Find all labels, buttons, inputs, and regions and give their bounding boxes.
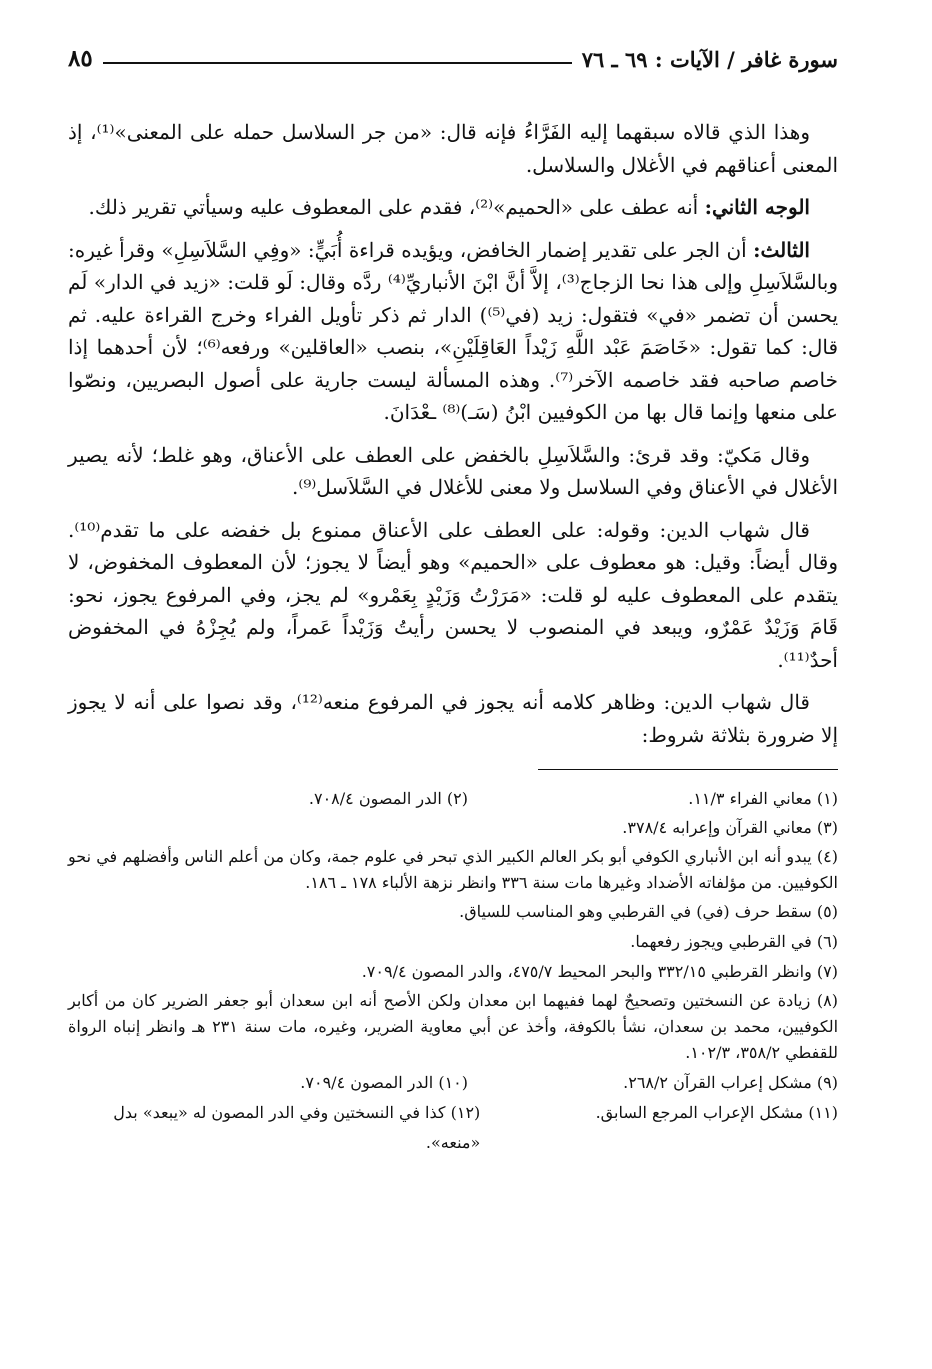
header-rule [103, 62, 572, 64]
footnote: (١) معاني الفراء ١١/٣. [688, 789, 838, 808]
page-number: ٨٥ [68, 45, 93, 72]
paragraph [68, 191, 838, 224]
footnote: (١١) مشكل الإعراب المرجع السابق. [595, 1103, 838, 1122]
paragraph-text: أنه عطف على «الحميم»⁽²⁾، فقدم على المعطوف عليه وسيأتي تقرير ذلك. [88, 195, 705, 219]
footnote: (٩) مشكل إعراب القرآن ٢٦٨/٢. [623, 1073, 838, 1092]
footnote-row [68, 1098, 838, 1158]
footnote: (٤) يبدو أنه ابن الأنباري الكوفي أبو بكر العالم الكبير الذي تبحر في علوم جمة، وكان من أعلم الناس وأفضلهم في نحو الكوفيين. من مؤلفاته الأضداد وغيرها مات سنة ٣٣٦ وانظر نزهة الألباء ١٧٨ ـ ١٨٦. [68, 847, 838, 892]
paragraph [68, 514, 838, 677]
main-text [68, 116, 838, 751]
footnote: (١٢) كذا في النسختين وفي الدر المصون له «يبعد» بدل «منعه». [113, 1103, 481, 1152]
footnote: (٧) وانظر القرطبي ٣٣٢/١٥ والبحر المحيط ٤٧٥/٧، والدر المصون ٧٠٩/٤. [361, 962, 838, 981]
footnote: (٨) زيادة عن النسختين وتصحيحٌ لهما ففيهما ابن معدان ولكن الأصح أنه ابن سعدان أبو جعفر الضرير كان من أكابر الكوفيين، محمد بن سعدان، نشأ بالكوفة، وأخذ عن أبي معاوية الضرير، وغيره، مات سنة ٢٣١ هـ وانظر إنباه الرواة للقفطي ٣٥٨/٢، ١٠٢/٣. [68, 991, 839, 1062]
footnote: (٦) في القرطبي ويجوز رفعهما. [630, 932, 838, 951]
footnote-row [68, 1068, 838, 1098]
footnote-row [68, 784, 838, 814]
running-title: سورة غافر / الآيات : ٦٩ ـ ٧٦ [581, 47, 838, 72]
footnote: (٣) معاني القرآن وإعرابه ٣٧٨/٤. [622, 818, 838, 837]
paragraph-text: وهذا الذي قالاه سبقهما إليه الفَرَّاءُ فإنه قال: «من جر السلاسل حمله على المعنى»⁽¹⁾، إذ المعنى أعناقهم في الأغلال والسلاسل. [68, 120, 838, 177]
paragraph-text: أن الجر على تقدير إضمار الخافض، ويؤيده قراءة أُبَيٍّ: «وفِي السَّلاَسِلِ» وقرأ غيره: وبالسَّلاَسِلِ وإلى هذا نحا الزجاج⁽³⁾، إلاَّ أنَّ ابْنَ الأنباريِّ⁽⁴⁾ ردَّه وقال: لَو قلت: «زيد في الدار» لَم يحسن أن تضمر «في» فتقول: زيد (في⁽⁵⁾) الدار ثم ذكر تأويل الفراء وخرج القراءة عليه. ثم قال: كما تقول: «خَاصَمَ عَبْد اللَّهِ زَيْداً العَاقِلَيْنِ»، بنصب «العاقلين» ورفعه⁽⁶⁾؛ لأن أحدهما إذا خاصم صاحبه فقد خاصمه الآخر⁽⁷⁾. وهذه المسألة ليست جارية على أصول البصريين، ونصّوا على منعها وإنما قال بها من الكوفيين ابْنُ (سَـ)⁽⁸⁾ ـعْدَانَ. [68, 237, 839, 424]
paragraph [68, 234, 838, 429]
footnote: (١٠) الدر المصون ٧٠٩/٤. [300, 1073, 468, 1092]
paragraph-text: قال شهاب الدين: وظاهر كلامه أنه يجوز في المرفوع منعه⁽¹²⁾، وقد نصوا على أنه لا يجوز إلا ضرورة بثلاثة شروط: [68, 690, 838, 747]
footnote: (٥) سقط حرف (في) في القرطبي وهو المناسب للسياق. [459, 902, 838, 921]
paragraph-text: قال شهاب الدين: وقوله: على العطف على الأعناق ممنوع بل خفضه على ما تقدم⁽¹⁰⁾. وقال أيضاً: وقيل: هو معطوف على «الحميم» وهو أيضاً لا يجوز؛ لأن المعطوف المخفوض، لا يتقدم على المعطوف عليه لو قلت: «مَرَرْتُ وَزَيْدٍ بِعَمْرو» لم يجز، وفي المرفوع يجوز، نحو: قَامَ وَزَيْدٌ عَمْرٌو، ويبعد في المنصوب لا يحسن رأيتُ وَزَيْداً عَمراً، ولم يُجِزْهُ في المخفوض أحدٌ⁽¹¹⁾. [68, 517, 838, 672]
paragraph-lead: الوجه الثاني: [704, 195, 810, 219]
footnotes [68, 784, 838, 1158]
paragraph [68, 686, 838, 751]
book-page [68, 38, 838, 1158]
paragraph-text: وقال مَكيّ: وقد قرئ: والسَّلاَسِلِ بالخفض على العطف على الأعناق، وهو غلط؛ لأنه يصير الأغلال في الأعناق وفي السلاسل ولا معنى للأغلال في السَّلاَسل⁽⁹⁾. [68, 442, 838, 499]
paragraph [68, 116, 838, 181]
footnote-separator [538, 769, 838, 770]
running-header [68, 38, 838, 72]
footnote: (٢) الدر المصون ٧٠٨/٤. [308, 789, 468, 808]
paragraph [68, 439, 838, 504]
paragraph-lead: الثالث: [753, 237, 810, 262]
